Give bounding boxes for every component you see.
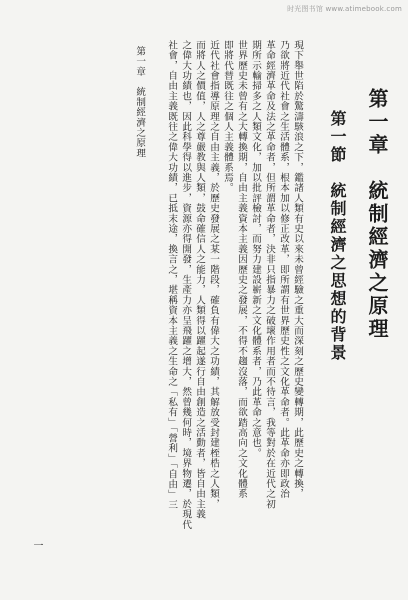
- text-column: 之偉大功績也，因此科學得以進步，資源亦得開發，生產力亦呈飛躍之增大，然曾幾何時，境界物遷，於現代: [180, 40, 192, 530]
- watermark-text: 时光图书馆 www.atimebook.com: [287, 5, 402, 13]
- text-column: 社會，自由主義既往之偉大功績，已抵末途，換言之，堪稱資本主義之生命之「私有」「營利」「自由」三: [166, 40, 178, 510]
- section-title: 第一節 統制經濟之思想的背景: [328, 110, 347, 362]
- chapter-title: 第一章 統制經濟之原理: [365, 88, 389, 341]
- page-number: 一: [31, 540, 42, 550]
- text-column: 近代社會指導原理之自由主義，於歷史發展之某一階段，確負有偉大之功績，其解放受封建桎梏之人類，: [208, 40, 220, 510]
- running-header: 第一章 統制經濟之原理: [134, 46, 146, 159]
- text-column: 即將代替既往之個人主義體系焉。: [222, 40, 234, 193]
- text-column: 而將人之價值，人之尊嚴教與人類，鼓命確信人之能力，人類得以躍起遂行自由創造之活動者，皆自由主義: [194, 40, 206, 520]
- text-column: 期所示輸掃多之人類文化，加以批評檢討，而努力建設嶄新之文化體系者，乃此革命之意也。: [250, 40, 262, 459]
- book-page: [22, 40, 390, 570]
- text-column: 世界歷史未曾有之大轉換期，自由主義資本主義因歷史之發展，不得不趨沒落，而欲踏高向之文化體系: [236, 40, 248, 499]
- text-column: 革命經濟革命及法之革命者，但所謂革命者，決非只指暴力之破壞作用者而不待言，我等對於在近代之初: [264, 40, 276, 510]
- text-column: 現下舉世陷於驚濤駭浪之下，鑑諸人類有史以來未曾經驗之重大而深刻之歷史變轉期，此歷史之轉換，: [292, 40, 303, 499]
- text-column: 乃欲將近代社會之生活體系，根本加以修正改革，即所謂有世界歷史性之文化革命者。此革命亦即政治: [278, 40, 290, 499]
